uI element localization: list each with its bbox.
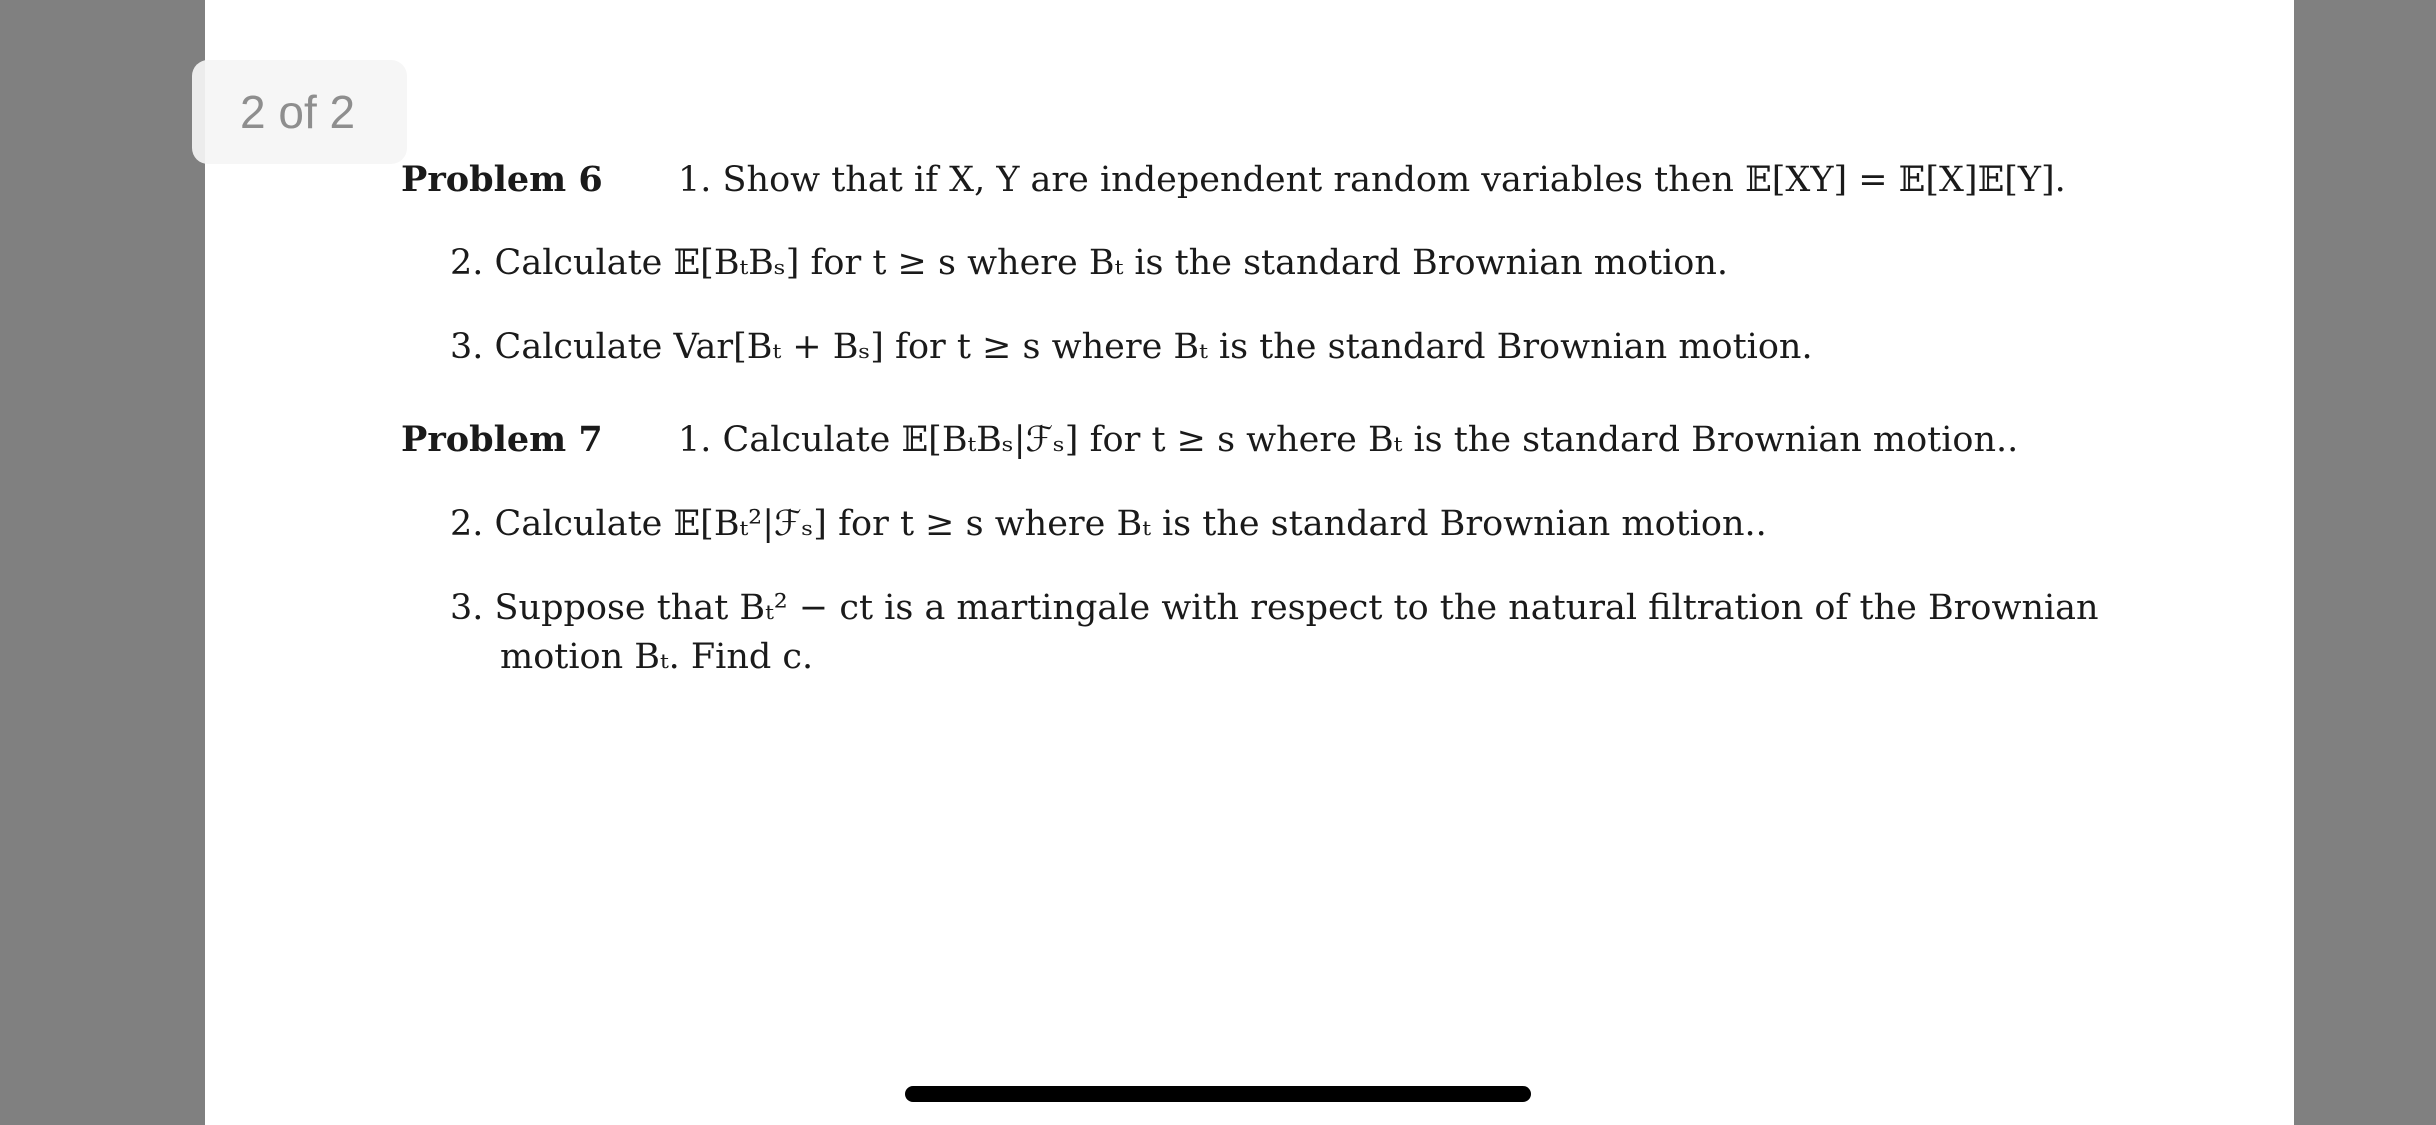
item-number: 1.	[678, 160, 712, 200]
item-text: Suppose that Bₜ² − ct is a martingale with respect to the natural filtration of the Brownian	[494, 588, 2099, 628]
problem-6-item-3	[450, 322, 1813, 372]
page-indicator: 2 of 2	[192, 60, 407, 164]
item-number: 3.	[450, 588, 484, 628]
item-number: 2.	[450, 504, 484, 544]
problem-7-item-1	[678, 415, 2018, 465]
problem-7-item-3-continuation: motion Bₜ. Find c.	[500, 637, 814, 677]
item-text: Calculate 𝔼[BₜBₛ|ℱₛ] for t ≥ s where Bₜ is the standard Brownian motion..	[722, 420, 2019, 460]
item-text: Show that if X, Y are independent random variables then 𝔼[XY] = 𝔼[X]𝔼[Y].	[722, 160, 2066, 200]
problem-6-label: Problem 6	[401, 159, 603, 200]
item-text: Calculate Var[Bₜ + Bₛ] for t ≥ s where Bₜ is the standard Brownian motion.	[494, 327, 1813, 367]
item-text: Calculate 𝔼[BₜBₛ] for t ≥ s where Bₜ is the standard Brownian motion.	[494, 243, 1729, 283]
problem-6-item-1	[678, 155, 2066, 205]
item-number: 2.	[450, 243, 484, 283]
problem-7-label: Problem 7	[401, 419, 603, 460]
item-text: Calculate 𝔼[Bₜ²|ℱₛ] for t ≥ s where Bₜ is the standard Brownian motion..	[494, 504, 1767, 544]
problem-6-item-2	[450, 238, 1728, 288]
home-indicator-bar[interactable]	[905, 1086, 1531, 1102]
item-number: 1.	[678, 420, 712, 460]
item-number: 3.	[450, 327, 484, 367]
problem-7-item-2	[450, 499, 1767, 549]
problem-7-item-3	[450, 583, 2099, 633]
